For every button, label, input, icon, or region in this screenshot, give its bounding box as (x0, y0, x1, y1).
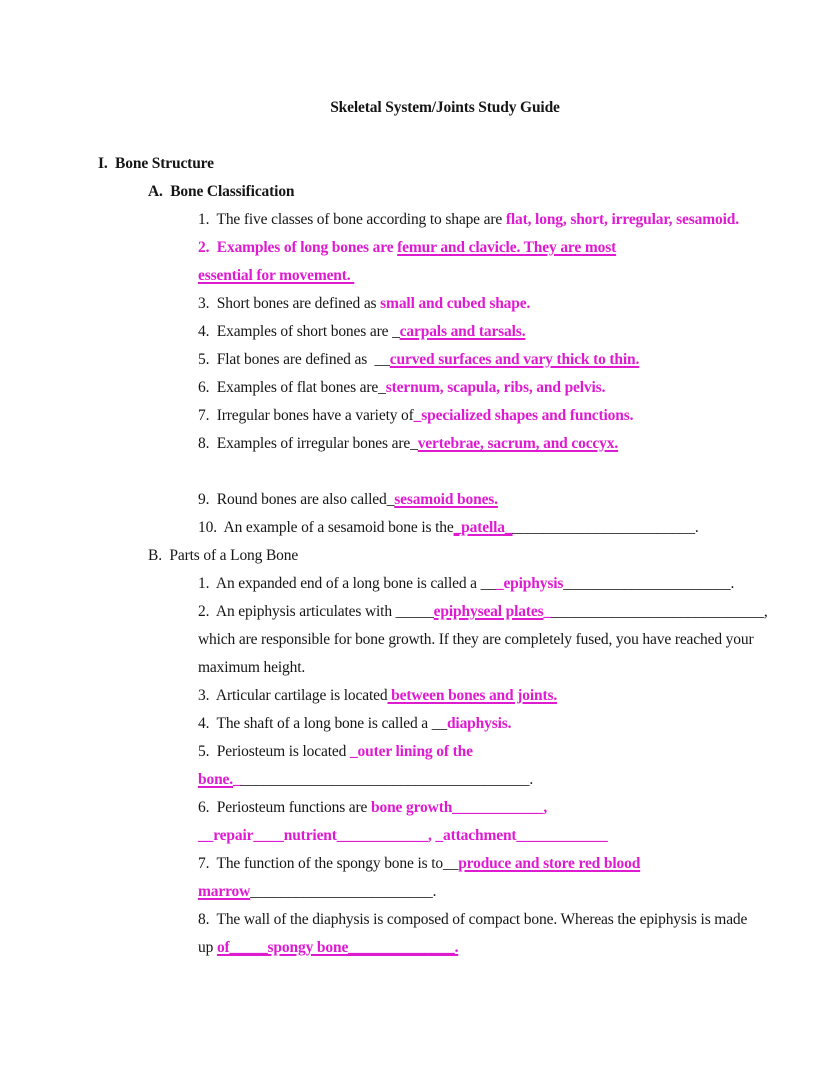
text-segment: bone growth____________, (371, 799, 548, 816)
text-segment: bone. (198, 771, 233, 788)
text-segment: femur and clavicle. They are most (397, 239, 617, 256)
item-a6 (198, 374, 828, 402)
text-segment: _outer lining of the (349, 743, 473, 760)
item-b8-cont (198, 934, 828, 962)
item-a9 (198, 486, 828, 514)
item-b4 (198, 710, 828, 738)
text-segment: I. Bone Structure (98, 155, 214, 172)
text-segment: 6. Periosteum functions are (198, 799, 371, 816)
item-a10 (198, 514, 828, 542)
item-b7 (198, 850, 828, 878)
text-segment: essential for movement. (198, 267, 355, 284)
item-a8 (198, 430, 828, 458)
text-segment: 8. Examples of irregular bones are_ (198, 435, 418, 452)
text-segment: ________________________. (250, 883, 437, 900)
item-a4 (198, 318, 828, 346)
text-segment: A. Bone Classification (148, 183, 295, 200)
text-segment: 4. The shaft of a long bone is called a __ (198, 715, 447, 732)
text-segment: 7. Irregular bones have a variety of (198, 407, 414, 424)
text-segment: sesamoid bones. (394, 491, 498, 508)
text-segment: B. Parts of a Long Bone (148, 547, 299, 564)
item-b6 (198, 794, 828, 822)
text-segment: maximum height. (198, 659, 306, 676)
item-b7-cont (198, 878, 828, 906)
text-segment: epiphyseal plates (433, 603, 544, 620)
item-b1 (198, 570, 828, 598)
text-segment: ____________________________, (551, 603, 768, 620)
blank-line (0, 458, 828, 486)
text-segment: 10. An example of a sesamoid bone is the (198, 519, 454, 536)
text-segment: 9. Round bones are also called_ (198, 491, 395, 508)
text-segment: 7. The function of the spongy bone is to__ (198, 855, 459, 872)
text-segment: carpals and tarsals. (399, 323, 526, 340)
text-segment: 8. The wall of the diaphysis is composed of compact bone. Whereas the epiphysis is made (198, 911, 748, 928)
section-1-heading (98, 150, 828, 178)
item-b2-cont-1 (198, 626, 828, 654)
item-b2 (198, 598, 828, 626)
item-b5 (198, 738, 828, 766)
item-b3 (198, 682, 828, 710)
text-segment: small and cubed shape. (380, 295, 531, 312)
document-body (0, 122, 828, 962)
item-b2-cont-2 (198, 654, 828, 682)
text-segment: 5. Flat bones are defined as __ (198, 351, 390, 368)
text-segment: 2. Examples of long bones are (198, 239, 398, 256)
text-segment: curved surfaces and vary thick to thin. (389, 351, 640, 368)
text-segment: marrow (198, 883, 251, 900)
text-segment: of_____spongy bone______________. (216, 939, 459, 956)
item-b6-cont (198, 822, 828, 850)
text-segment: _ (233, 771, 241, 788)
text-segment: up (198, 939, 217, 956)
text-segment: 6. Examples of flat bones are_ (198, 379, 386, 396)
text-segment: _patella_ (453, 519, 513, 536)
item-a3 (198, 290, 828, 318)
text-segment: sternum, scapula, ribs, and pelvis. (385, 379, 606, 396)
text-segment: __repair____nutrient____________, _attachment____________ (198, 827, 608, 844)
text-segment: 1. The five classes of bone according to shape are (198, 211, 506, 228)
text-segment: ______________________________________. (240, 771, 534, 788)
subsection-a-heading (148, 178, 828, 206)
text-segment: 3. Articular cartilage is located (198, 687, 388, 704)
text-segment: 4. Examples of short bones are _ (198, 323, 400, 340)
item-b8 (198, 906, 828, 934)
text-segment: ______________________. (563, 575, 735, 592)
text-segment: vertebrae, sacrum, and coccyx. (417, 435, 619, 452)
text-segment: produce and store red blood (458, 855, 641, 872)
document-title: Skeletal System/Joints Study Guide (330, 99, 560, 116)
text-segment: 2. An epiphysis articulates with _____ (198, 603, 434, 620)
text-segment: _ (543, 603, 552, 620)
text-segment: ________________________. (512, 519, 699, 536)
text-segment: diaphysis. (446, 715, 512, 732)
text-segment: 5. Periosteum is located (198, 743, 350, 760)
item-a1 (198, 206, 828, 234)
text-segment: _specialized shapes and functions. (413, 407, 634, 424)
item-a7 (198, 402, 828, 430)
text-segment: flat, long, short, irregular, sesamoid. (505, 211, 739, 228)
item-a2 (198, 234, 828, 262)
text-segment: 1. An expanded end of a long bone is called a __ (198, 575, 496, 592)
text-segment: between bones and joints. (387, 687, 558, 704)
text-segment: _epiphysis (495, 575, 564, 592)
text-segment: 3. Short bones are defined as (198, 295, 381, 312)
item-a5 (198, 346, 828, 374)
item-b5-cont (198, 766, 828, 794)
text-segment: which are responsible for bone growth. If they are completely fused, you have reached your (198, 631, 754, 648)
blank-line (0, 122, 828, 150)
item-a2-cont (198, 262, 828, 290)
subsection-b-heading (148, 542, 828, 570)
